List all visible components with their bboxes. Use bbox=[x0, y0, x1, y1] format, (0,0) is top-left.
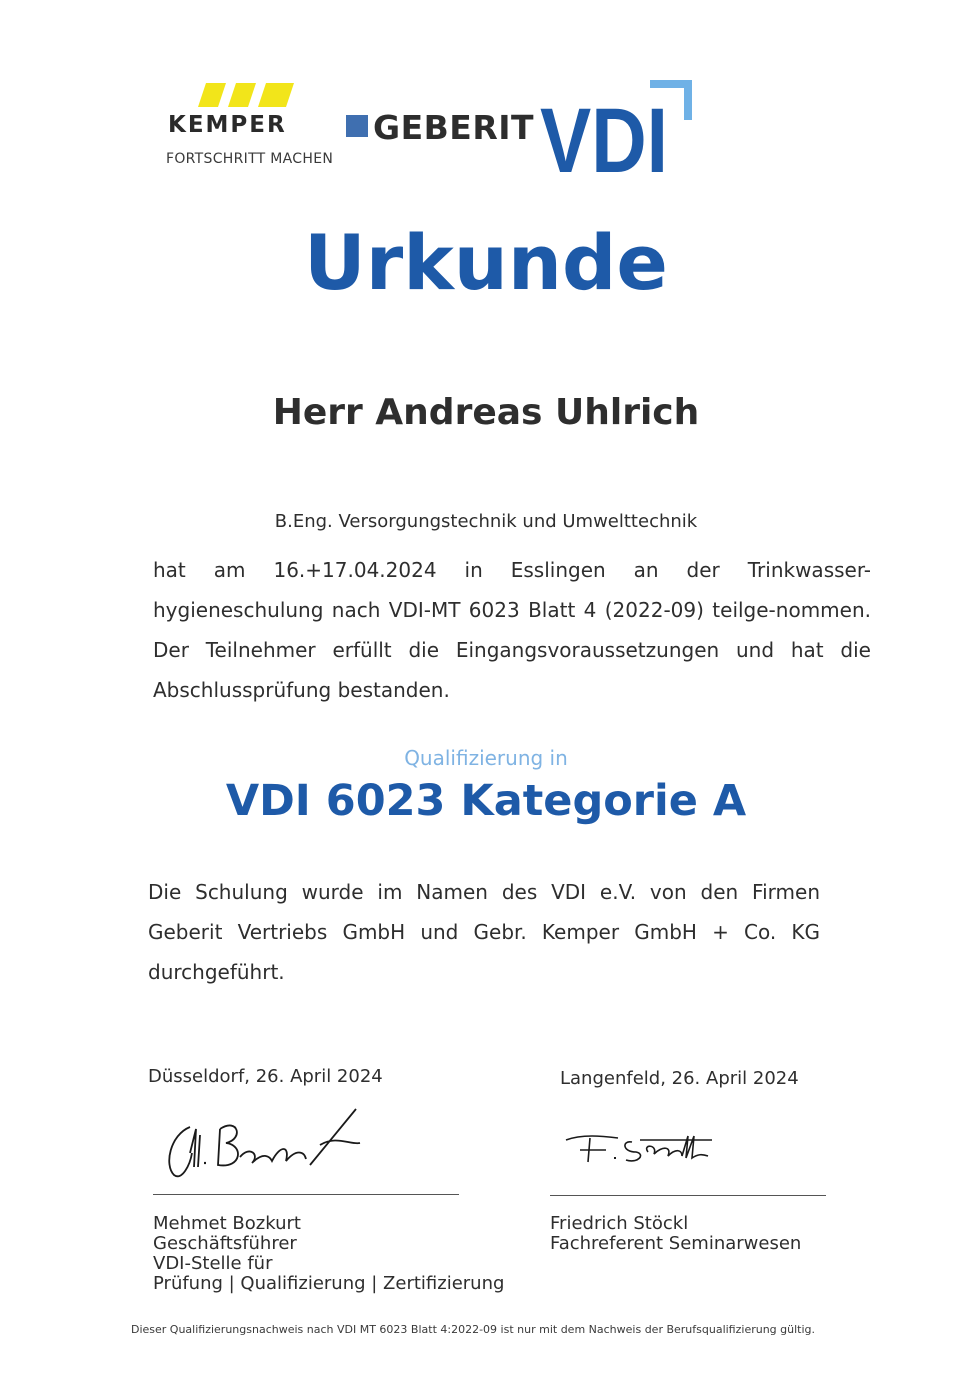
left-signer-department: VDI-Stelle für bbox=[153, 1253, 273, 1274]
right-handwritten-signature bbox=[562, 1128, 722, 1168]
left-signature-line bbox=[153, 1194, 459, 1195]
left-signer-name: Mehmet Bozkurt bbox=[153, 1213, 301, 1234]
kemper-logo-wordmark: KEMPER bbox=[168, 112, 287, 138]
qualification-name: VDI 6023 Kategorie A bbox=[225, 776, 747, 826]
training-info-text: Die Schulung wurde im Namen des VDI e.V. von den Firmen Geberit Vertriebs GmbH und Gebr. Kemper GmbH + Co. KG durchgeführt. bbox=[148, 880, 820, 984]
left-signer-block bbox=[153, 1214, 504, 1294]
right-signer-block bbox=[550, 1214, 801, 1254]
geberit-logo-wordmark: GEBERIT bbox=[373, 108, 535, 147]
left-signer-role: Geschäftsführer bbox=[153, 1233, 297, 1254]
recipient-name: Herr Andreas Uhlrich bbox=[272, 392, 700, 433]
vdi-logo bbox=[538, 78, 698, 178]
certificate-body-text: hat am 16.+17.04.2024 in Esslingen an der Trinkwasser-hygieneschulung nach VDI-MT 6023 Blatt 4 (2022-09) teilge-nommen. Der Teilnehmer erfüllt die Eingangsvoraussetzungen und hat die Abschlussprüfung bestanden. bbox=[153, 558, 871, 702]
vdi-logo-wordmark: VDI bbox=[540, 90, 668, 178]
validity-footnote: Dieser Qualifizierungsnachweis nach VDI MT 6023 Blatt 4:2022-09 ist nur mit dem Nachweis der Berufsqualifizierung gültig. bbox=[130, 1323, 816, 1336]
right-signature-line bbox=[550, 1195, 826, 1196]
geberit-logo-square bbox=[346, 115, 368, 137]
right-place-date: Langenfeld, 26. April 2024 bbox=[560, 1068, 799, 1089]
right-signer-role: Fachreferent Seminarwesen bbox=[550, 1233, 802, 1254]
kemper-logo-tagline: FORTSCHRITT MACHEN bbox=[166, 151, 334, 167]
qualification-label: Qualifizierung in bbox=[404, 746, 568, 770]
kemper-logo-stripes bbox=[196, 83, 296, 107]
left-handwritten-signature bbox=[160, 1105, 380, 1185]
recipient-degree: B.Eng. Versorgungstechnik und Umwelttechnik bbox=[274, 511, 698, 532]
right-signer-name: Friedrich Stöckl bbox=[550, 1213, 689, 1234]
certificate-title: Urkunde bbox=[304, 218, 668, 307]
left-signer-department-areas: Prüfung | Qualifizierung | Zertifizierung bbox=[153, 1273, 505, 1294]
left-place-date: Düsseldorf, 26. April 2024 bbox=[148, 1066, 383, 1087]
